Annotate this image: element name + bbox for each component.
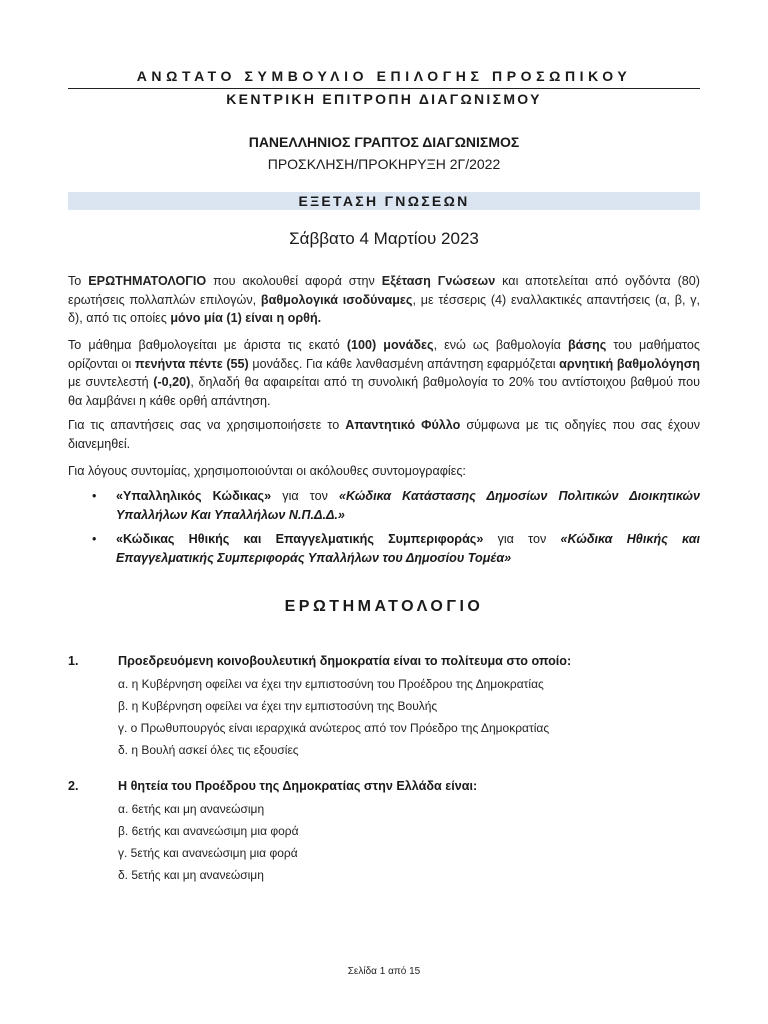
answer-option: γ. ο Πρωθυπουργός είναι ιεραρχικά ανώτερος από τον Πρόεδρο της Δημοκρατίας bbox=[118, 721, 550, 735]
questionnaire-heading: ΕΡΩΤΗΜΑΤΟΛΟΓΙΟ bbox=[284, 598, 484, 615]
section-banner: ΕΞΕΤΑΣΗ ΓΝΩΣΕΩΝ bbox=[68, 192, 700, 210]
answer-option: α. 6ετής και μη ανανεώσιμη bbox=[118, 802, 265, 816]
question-stem: Προεδρευόμενη κοινοβουλευτική δημοκρατία είναι το πολίτευμα στο οποίο: bbox=[118, 654, 572, 668]
answer-option: γ. 5ετής και ανανεώσιμη μια φορά bbox=[118, 846, 298, 860]
bullet-icon: • bbox=[92, 489, 97, 503]
committee-title: ΚΕΝΤΡΙΚΗ ΕΠΙΤΡΟΠΗ ΔΙΑΓΩΝΙΣΜΟΥ bbox=[226, 91, 542, 107]
answer-option: β. η Κυβέρνηση οφείλει να έχει την εμπιστοσύνη της Βουλής bbox=[118, 699, 438, 713]
organization-title: ΑΝΩΤΑΤΟ ΣΥΜΒΟΥΛΙΟ ΕΠΙΛΟΓΗΣ ΠΡΟΣΩΠΙΚΟΥ bbox=[136, 68, 632, 84]
intro-paragraph-1: Το ΕΡΩΤΗΜΑΤΟΛΟΓΙΟ που ακολουθεί αφορά στην Εξέταση Γνώσεων και αποτελείται από ογδόντα (80) ερωτήσεις πολλαπλών επιλογών, βαθμολογικά ισοδύναμες, με τέσσερις (4) εναλλακτικές απαντήσεις (α, β, γ, δ), από τις οποίες μόνο μία (1) είναι η ορθή. bbox=[68, 274, 700, 325]
answer-option: δ. 5ετής και μη ανανεώσιμη bbox=[118, 868, 264, 882]
question-number: 1. bbox=[68, 654, 79, 668]
intro-paragraph-3: Για τις απαντήσεις σας να χρησιμοποιήσετε το Απαντητικό Φύλλο σύμφωνα με τις οδηγίες που σας έχουν διανεμηθεί. bbox=[68, 418, 701, 451]
answer-option: δ. η Βουλή ασκεί όλες τις εξουσίες bbox=[118, 743, 299, 757]
intro-paragraph-4: Για λόγους συντομίας, χρησιμοποιούνται οι ακόλουθες συντομογραφίες: bbox=[68, 464, 466, 478]
exam-date: Σάββατο 4 Μαρτίου 2023 bbox=[289, 229, 479, 248]
page-number: Σελίδα 1 από 15 bbox=[347, 966, 421, 977]
exam-subtitle: ΠΡΟΣΚΛΗΣΗ/ΠΡΟΚΗΡΥΞΗ 2Γ/2022 bbox=[267, 156, 501, 172]
intro-paragraph-2: Το μάθημα βαθμολογείται με άριστα τις εκατό (100) μονάδες, ενώ ως βαθμολογία βάσης του μαθήματος ορίζονται οι πενήντα πέντε (55) μονάδες. Για κάθε λανθασμένη απάντηση εφαρμόζεται αρνητική βαθμολόγηση με συντελεστή (-0,20), δηλαδή θα αφαιρείται από τη συνολική βαθμολογία το 20% του αντίστοιχου βαθμού που θα λαμβάνει η κάθε ορθή απάντηση. bbox=[68, 338, 701, 408]
exam-title: ΠΑΝΕΛΛΗΝΙΟΣ ΓΡΑΠΤΟΣ ΔΙΑΓΩΝΙΣΜΟΣ bbox=[248, 134, 520, 150]
question-number: 2. bbox=[68, 779, 79, 793]
header-divider bbox=[68, 88, 700, 89]
answer-option: β. 6ετής και ανανεώσιμη μια φορά bbox=[118, 824, 299, 838]
question-stem: Η θητεία του Προέδρου της Δημοκρατίας στην Ελλάδα είναι: bbox=[118, 779, 478, 793]
bullet-icon: • bbox=[92, 532, 97, 546]
answer-option: α. η Κυβέρνηση οφείλει να έχει την εμπιστοσύνη του Προέδρου της Δημοκρατίας bbox=[118, 677, 544, 691]
document-page: ΑΝΩΤΑΤΟ ΣΥΜΒΟΥΛΙΟ ΕΠΙΛΟΓΗΣ ΠΡΟΣΩΠΙΚΟΥ ΚΕΝΤΡΙΚΗ ΕΠΙΤΡΟΠΗ ΔΙΑΓΩΝΙΣΜΟΥ ΠΑΝΕΛΛΗΝΙΟΣ ΓΡΑΠΤΟΣ ΔΙΑΓΩΝΙΣΜΟΣ ΠΡΟΣΚΛΗΣΗ/ΠΡΟΚΗΡΥΞΗ 2Γ/2022 ΕΞΕΤΑΣΗ ΓΝΩΣΕΩΝ Σάββατο 4 Μαρτίου 2023 Το ΕΡΩΤΗΜΑΤΟΛΟΓΙΟ που ακολουθεί αφορά στην Εξέταση Γνώσεων και αποτελείται από ογδόντα (80) ερωτήσεις πολλαπλών επιλογών, βαθμολογικά ισοδύναμες, με τέσσερις (4) εναλλακτικές απαντήσεις (α, β, γ, δ), από τις οποίες μόνο μία (1) είναι η ορθή. Το μάθημα βαθμολογείται με άριστα τις εκατό (100) μονάδες, ενώ ως βαθμολογία βάσης του μαθήματος ορίζονται οι πενήντα πέντε (55) μονάδες. Για κάθε λανθασμένη απάντηση εφαρμόζεται αρνητική βαθμολόγηση με συντελεστή (-0,20), δηλαδή θα αφαιρείται από τη συνολική βαθμολογία το 20% του αντίστοιχου βαθμού που θα λαμβάνει η κάθε ορθή απάντηση. Για τις απαντήσεις σας να χρησιμοποιήσετε το Απαντητικό Φύλλο σύμφωνα με τις οδηγίες που σας έχουν διανεμηθεί. Για λόγους συντομίας, χρησιμοποιούνται οι ακόλουθες συντομογραφίες: • «Υπαλληλικός Κώδικας» για τον «Κώδικα Κατάστασης Δημοσίων Πολιτικών Διοικητικών Υπαλλήλων Και Υπαλλήλων Ν.Π.Δ.Δ.» • «Κώδικας Ηθικής και Επαγγελματικής Συμπεριφοράς» για τον «Κώδικα Ηθικής και Επαγγελματικής Συμπεριφοράς Υπαλλήλων του Δημοσίου Τομέα» ΕΡΩΤΗΜΑΤΟΛΟΓΙΟ 1. Προεδρευόμενη κοινοβουλευτική δημοκρατία είναι το πολίτευμα στο οποίο: α. η Κυβέρνηση οφείλει να έχει την εμπιστοσύνη του Προέδρου της Δημοκρατίας β. η Κυβέρνηση οφείλει να έχει την εμπιστοσύνη της Βουλής γ. ο Πρωθυπουργός είναι ιεραρχικά ανώτερος από τον Πρόεδρο της Δημοκρατίας δ. η Βουλή ασκεί όλες τις εξουσίες 2. Η θητεία του Προέδρου της Δημοκρατίας στην Ελλάδα είναι: α. 6ετής και μη ανανεώσιμη β. 6ετής και ανανεώσιμη μια φορά γ. 5ετής και ανανεώσιμη μια φορά δ. 5ετής και μη ανανεώσιμη Σελίδα 1 από 15 bbox=[68, 68, 701, 977]
